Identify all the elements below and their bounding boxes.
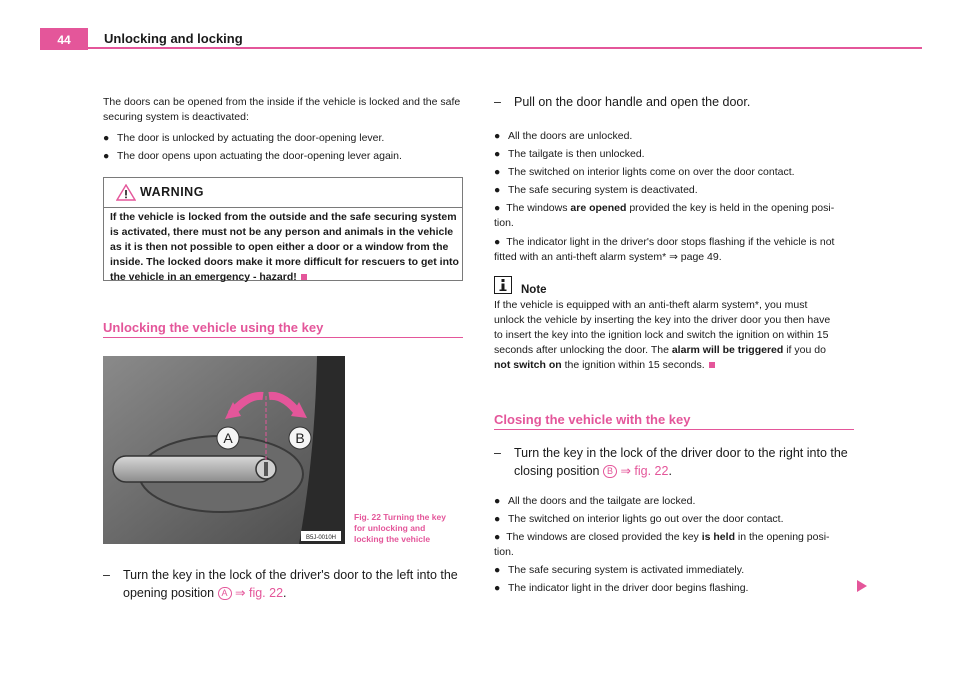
close-bullet: ● The indicator light in the driver door begins flashing. <box>494 582 749 594</box>
right-bullet: ● The tailgate is then unlocked. <box>494 148 645 160</box>
figure-door-handle <box>103 356 345 544</box>
fig-ref-link[interactable]: ⇒ fig. 22 <box>620 464 669 478</box>
intro-bullet: ● The door is unlocked by actuating the door-opening lever. <box>103 132 385 144</box>
figure-code: B5J-0010H <box>305 535 337 541</box>
right-bullet: ● The switched on interior lights come on over the door contact. <box>494 166 795 178</box>
intro-text: The doors can be opened from the inside if the vehicle is locked and the safe securing system is deactivated: <box>103 96 461 123</box>
warning-icon <box>116 184 136 201</box>
warning-box <box>103 177 463 281</box>
step-pull-handle: – Pull on the door handle and open the door. <box>494 95 751 109</box>
next-page-arrow-icon <box>857 580 867 592</box>
end-mark <box>709 362 715 368</box>
close-bullet: ● The switched on interior lights go out over the door contact. <box>494 513 784 525</box>
figure-label-a: A <box>223 430 233 446</box>
intro-bullet: ● The door opens upon actuating the door-opening lever again. <box>103 150 402 162</box>
close-bullet: ● The safe securing system is activated immediately. <box>494 564 745 576</box>
end-mark <box>301 274 307 280</box>
bullet-dot: ● <box>103 150 110 162</box>
page-title: Unlocking and locking <box>104 31 243 46</box>
figure-label-b: B <box>295 430 305 446</box>
ref-b-badge: B <box>603 465 617 478</box>
warning-label: WARNING <box>140 185 204 199</box>
note-label: Note <box>521 284 547 296</box>
warning-text: If the vehicle is locked from the outside and the safe securing system is activated, there must not be any person and animals in the vehicle as it is then not possible to open either a door or a window from the inside. The locked doors make it more difficult for rescuers to get into the vehicle in an emergency - hazard! <box>110 211 459 283</box>
section-rule <box>494 429 854 430</box>
fig-ref-link[interactable]: ⇒ fig. 22 <box>235 586 284 600</box>
page-number: 44 <box>40 28 88 50</box>
right-bullet: ● All the doors are unlocked. <box>494 130 633 142</box>
section-rule <box>103 337 463 338</box>
ref-a-badge: A <box>218 587 232 600</box>
bullet-dot: ● <box>103 132 110 144</box>
note-text: If the vehicle is equipped with an anti-theft alarm system*, you must unlock the vehicle by inserting the key into the driver door you then have to insert the key into the ignition lock and switch the ignition on within 15 seconds after unlocking the door. The alarm will be triggered if you do not switch on the ignition within 15 seconds. <box>494 299 831 371</box>
close-bullet-windows: ● The windows are closed provided the key is held in the opening posi- tion. <box>494 531 830 558</box>
note-icon <box>494 276 512 294</box>
right-bullet-indicator: ● The indicator light in the driver's door stops flashing if the vehicle is not fitted with an anti-theft alarm system* ⇒ page 49. <box>494 236 835 263</box>
door-handle-illustration <box>103 356 345 544</box>
step-unlock: – Turn the key in the lock of the driver's door to the left into the opening position A ⇒ fig. 22. <box>103 568 458 600</box>
section-heading-unlock: Unlocking the vehicle using the key <box>103 320 324 335</box>
figure-caption: Fig. 22 Turning the key for unlocking and locking the vehicle <box>354 512 446 544</box>
header-rule <box>40 47 922 49</box>
warning-header <box>104 178 462 208</box>
step-lock: – Turn the key in the lock of the driver door to the right into the closing position B ⇒ fig. 22. <box>494 446 848 478</box>
right-bullet: ● The safe securing system is deactivated. <box>494 184 698 196</box>
right-bullet-windows: ● The windows are opened provided the key is held in the opening posi- tion. <box>494 202 835 229</box>
section-heading-close: Closing the vehicle with the key <box>494 412 691 427</box>
close-bullet: ● All the doors and the tailgate are locked. <box>494 495 696 507</box>
